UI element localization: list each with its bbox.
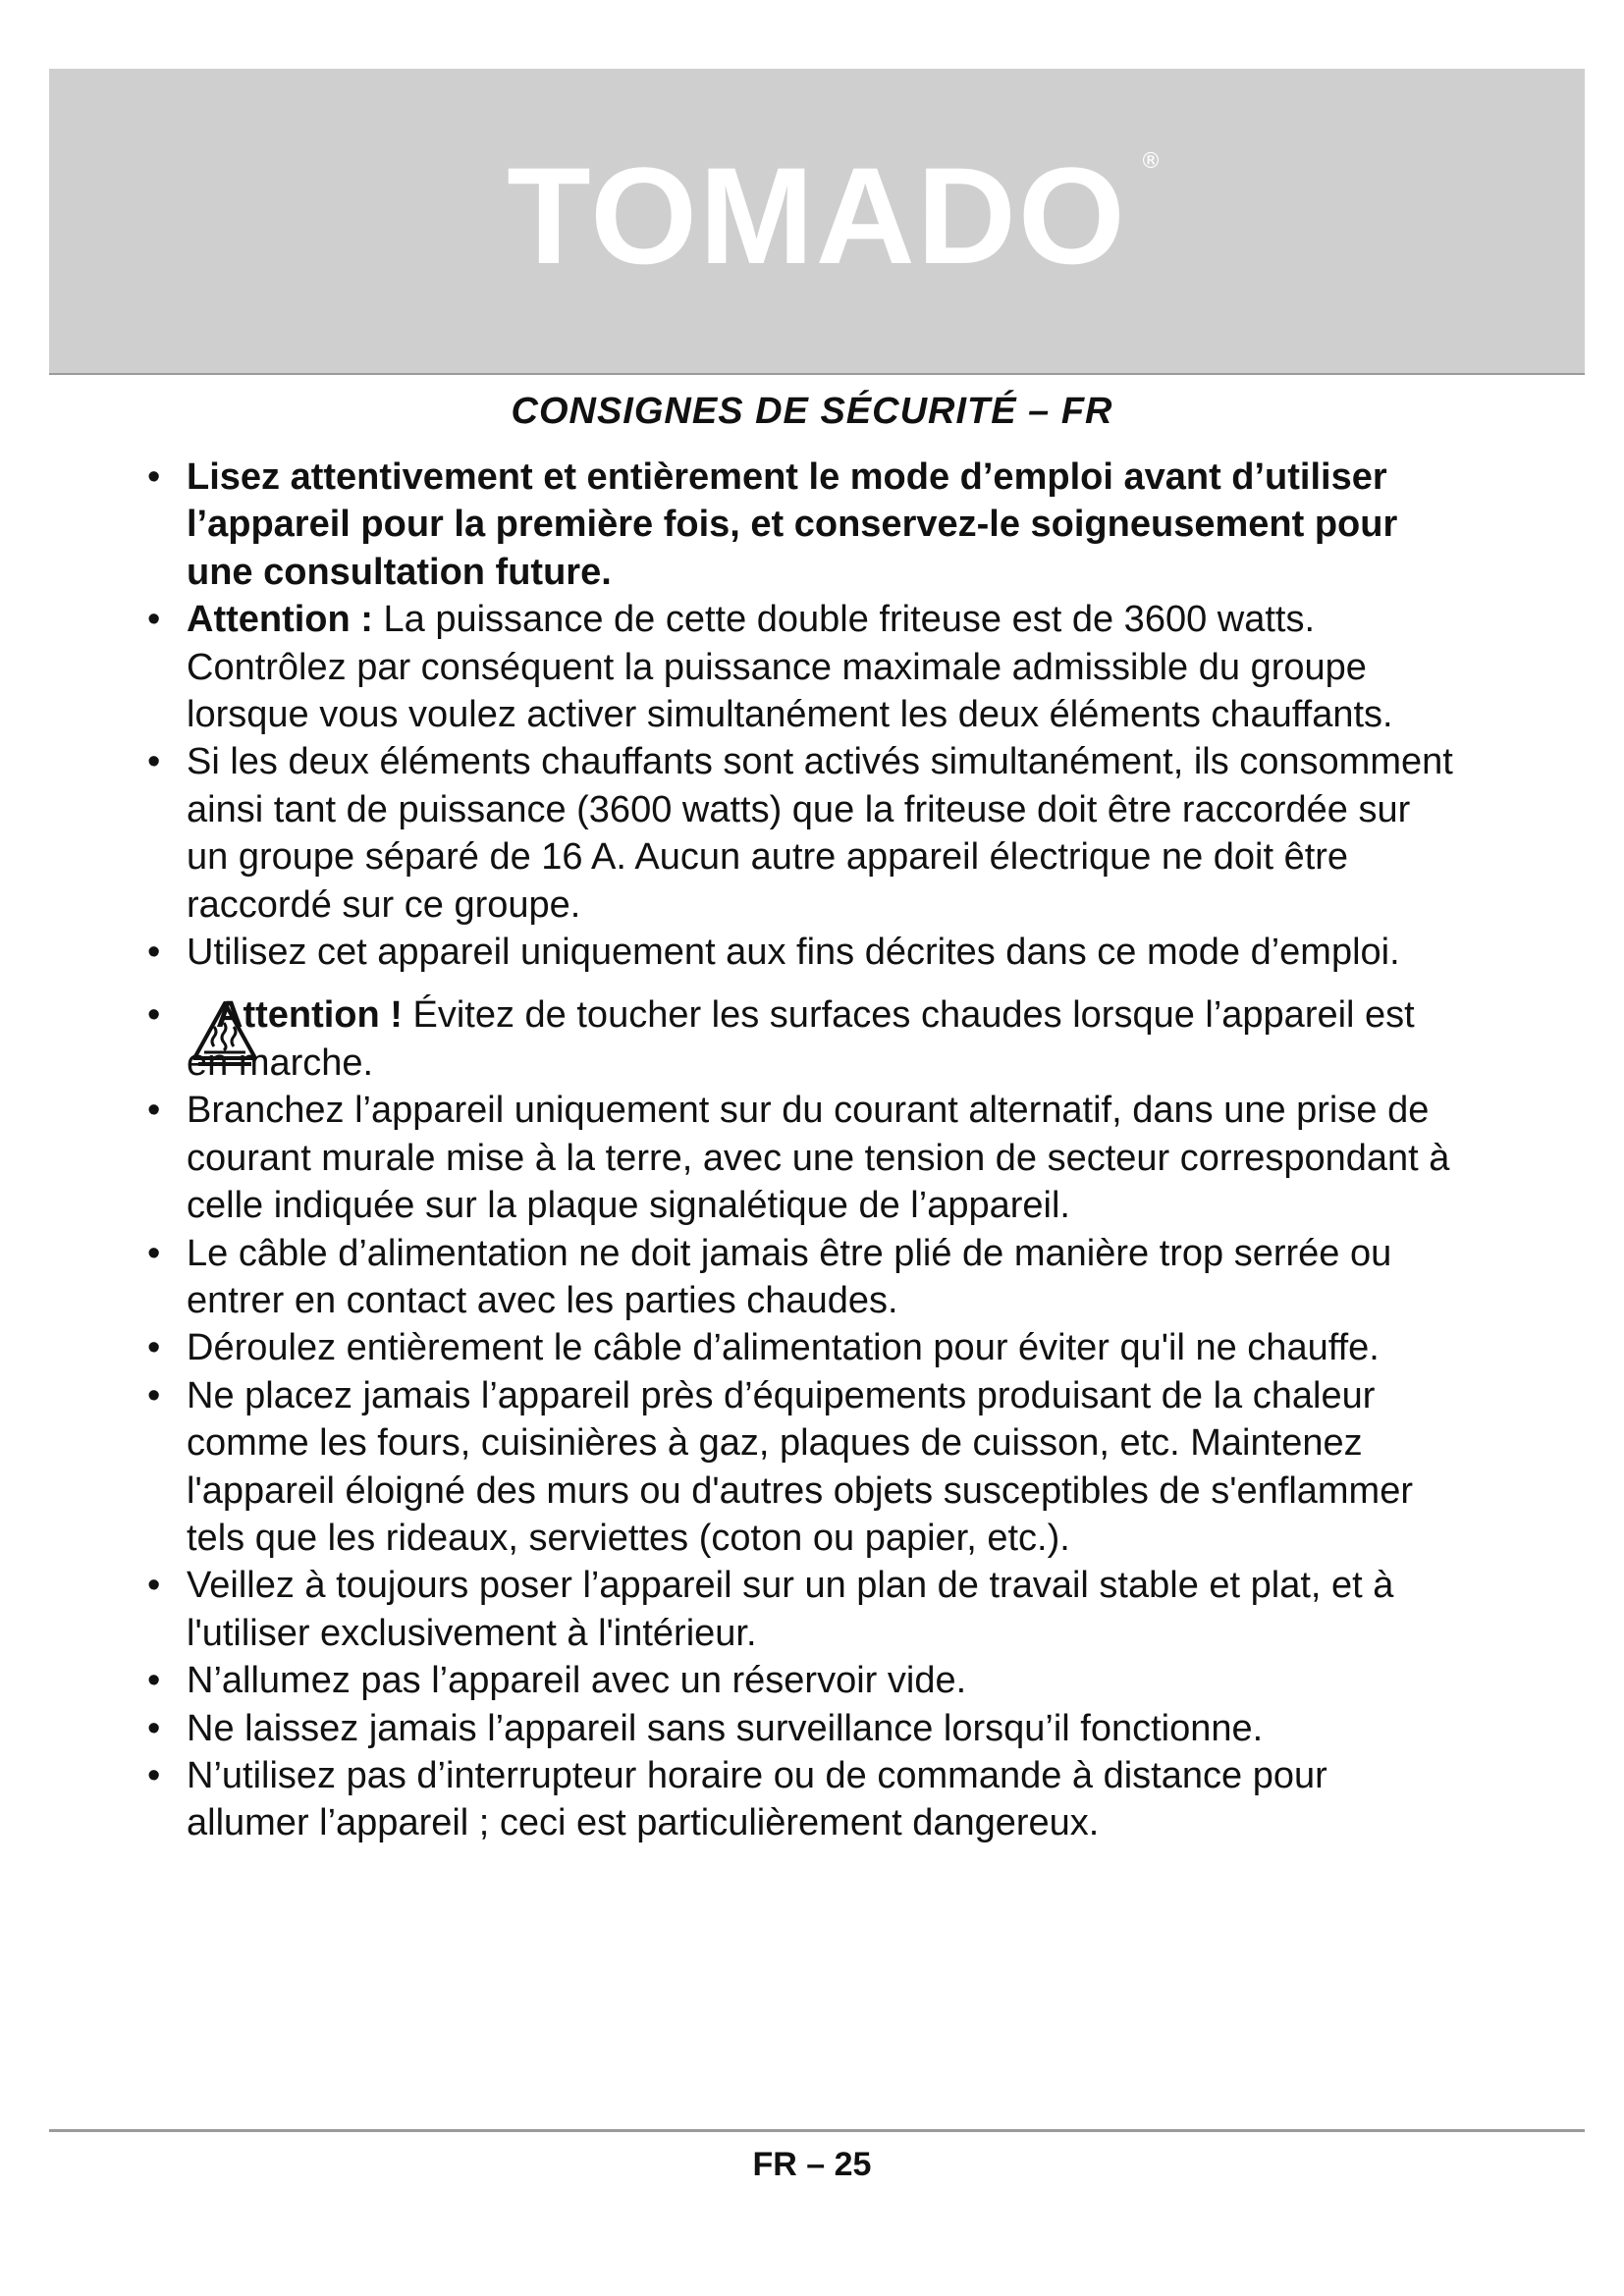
bullet: • <box>147 1565 161 1607</box>
item-text: Utilisez cet appareil uniquement aux fins décrites dans ce mode d’emploi. <box>187 932 1400 974</box>
bullet: • <box>147 741 161 783</box>
list-item <box>147 1324 1453 1371</box>
bullet: • <box>147 599 161 641</box>
brand-logo: TOMADO <box>507 138 1127 293</box>
list-item <box>147 1230 1453 1325</box>
item-text: Si les deux éléments chauffants sont activés simultanément, ils consomment ainsi tant de puissance (3600 watts) que la friteuse doit être raccordée sur un groupe séparé de 16 A. Aucun autre appareil électrique ne doit être raccordé sur ce groupe. <box>187 741 1453 926</box>
list-item <box>147 454 1453 596</box>
item-text: La puissance de cette double friteuse est de 3600 watts. Contrôlez par conséquent la puissance maximale admissible du groupe lorsque vous voulez activer simultanément les deux éléments chauffants. <box>187 599 1393 736</box>
bullet: • <box>147 1754 161 1796</box>
item-text: Branchez l’appareil uniquement sur du courant alternatif, dans une prise de courant murale mise à la terre, avec une tension de secteur correspondant à celle indiquée sur la plaque signalétique de l’appareil. <box>187 1090 1450 1227</box>
list-item <box>147 738 1453 929</box>
item-lead: Attention : <box>187 599 373 641</box>
bullet: • <box>147 994 161 1037</box>
item-text: Ne placez jamais l’appareil près d’équipements produisant de la chaleur comme les fours, cuisinières à gaz, plaques de cuisson, etc. Maintenez l'appareil éloigné des murs ou d'autres objets susceptibles de s'enflammer tels que les rideaux, serviettes (coton ou papier, etc.). <box>187 1374 1413 1559</box>
bullet: • <box>147 456 161 498</box>
list-item <box>147 929 1453 976</box>
item-text: Lisez attentivement et entièrement le mode d’emploi avant d’utiliser l’appareil pour la première fois, et conservez-le soigneusement pour une consultation future. <box>187 456 1398 593</box>
item-text: Veillez à toujours poser l’appareil sur un plan de travail stable et plat, et à l'utiliser exclusivement à l'intérieur. <box>187 1565 1394 1654</box>
safety-list <box>147 454 1453 1847</box>
item-text: Évitez de toucher les surfaces chaudes lorsque l’appareil est en marche. <box>187 994 1415 1084</box>
item-text: Ne laissez jamais l’appareil sans surveillance lorsqu’il fonctionne. <box>187 1707 1264 1749</box>
footer-divider <box>49 2129 1585 2132</box>
bullet: • <box>147 932 161 974</box>
page-number: FR – 25 <box>752 2146 872 2183</box>
bullet: • <box>147 1232 161 1274</box>
list-item <box>147 1705 1453 1752</box>
bullet: • <box>147 1707 161 1749</box>
item-text: N’allumez pas l’appareil avec un réservoir vide. <box>187 1660 967 1702</box>
page-title: CONSIGNES DE SÉCURITÉ – FR <box>511 391 1113 432</box>
item-text: Déroulez entièrement le câble d’alimentation pour éviter qu'il ne chauffe. <box>187 1327 1380 1369</box>
bullet: • <box>147 1327 161 1369</box>
header-band <box>49 69 1585 375</box>
item-lead: Attention ! <box>216 994 403 1037</box>
list-item <box>147 1657 1453 1704</box>
list-item <box>147 1372 1453 1563</box>
list-item <box>147 596 1453 738</box>
item-text: N’utilisez pas d’interrupteur horaire ou de commande à distance pour allumer l’appareil ; ceci est particulièrement dangereux. <box>187 1754 1327 1844</box>
list-item <box>147 1752 1453 1847</box>
list-item <box>147 1087 1453 1229</box>
item-text: Le câble d’alimentation ne doit jamais être plié de manière trop serrée ou entrer en contact avec les parties chaudes. <box>187 1232 1392 1321</box>
registered-mark: ® <box>1140 149 1162 174</box>
bullet: • <box>147 1090 161 1132</box>
list-item-hot-surface <box>147 991 1453 1087</box>
bullet: • <box>147 1374 161 1416</box>
bullet: • <box>147 1660 161 1702</box>
list-item <box>147 1562 1453 1657</box>
